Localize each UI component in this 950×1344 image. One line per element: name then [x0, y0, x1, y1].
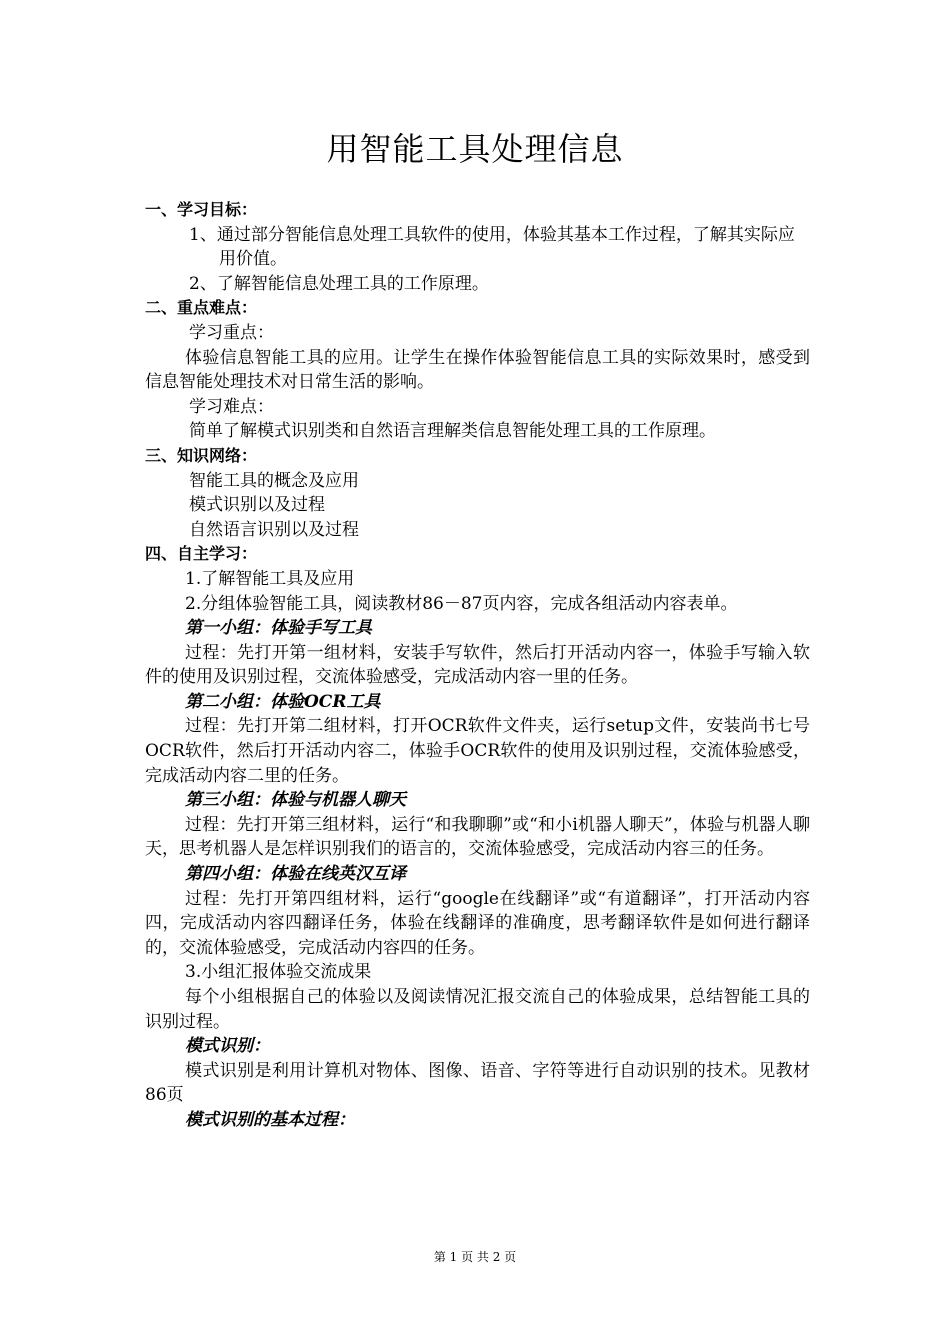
group-1-title: 第一小组：体验手写工具 [185, 618, 372, 639]
study-step-2: 2.分组体验智能工具，阅读教材86－87页内容，完成各组活动内容表单。 [185, 593, 738, 614]
difficulty-label: 学习难点： [189, 396, 274, 417]
pattern-recognition-title: 模式识别： [185, 1036, 270, 1057]
section-heading-self-study: 四、自主学习： [145, 544, 258, 564]
key-point-label: 学习重点： [189, 322, 274, 343]
group-3-title: 第三小组：体验与机器人聊天 [185, 790, 406, 811]
document-body [145, 198, 810, 1133]
study-step-1: 1.了解智能工具及应用 [185, 568, 355, 589]
section-heading-key-points: 二、重点难点： [145, 298, 258, 318]
key-point-text: 体验信息智能工具的应用。让学生在操作体验智能信息工具的实际效果时，感受到信息智能处理技术对日常生活的影响。 [145, 347, 810, 393]
group-4-title: 第四小组：体验在线英汉互译 [185, 864, 406, 885]
knowledge-item: 自然语言识别以及过程 [189, 519, 359, 540]
group-2-text: 过程：先打开第二组材料，打开OCR软件文件夹，运行setup文件，安装尚书七号OCR软件，然后打开活动内容二，体验手OCR软件的使用及识别过程，交流体验感受，完成活动内容二里的任务。 [145, 716, 810, 786]
goal-item-1: 1、通过部分智能信息处理工具软件的使用，体验其基本工作过程，了解其实际应用价值。 [189, 224, 795, 270]
group-2-title: 第二小组：体验OCR工具 [185, 691, 381, 712]
group-4-text: 过程：先打开第四组材料，运行“google在线翻译”或“有道翻译”，打开活动内容四，完成活动内容四翻译任务，体验在线翻译的准确度，思考翻译软件是如何进行翻译的，交流体验感受，完成活动内容四的任务。 [145, 888, 810, 958]
document-title: 用智能工具处理信息 [326, 130, 624, 168]
section-heading-goals: 一、学习目标： [145, 200, 258, 219]
page-footer: 第 1 页 共 2 页 [433, 1250, 517, 1264]
group-3-text: 过程：先打开第三组材料，运行“和我聊聊”或“和小i机器人聊天”，体验与机器人聊天，思考机器人是怎样识别我们的语言的，交流体验感受，完成活动内容三的任务。 [145, 814, 810, 860]
section-heading-knowledge: 三、知识网络： [145, 445, 258, 465]
pattern-recognition-process-title: 模式识别的基本过程： [185, 1109, 355, 1130]
pattern-recognition-text: 模式识别是利用计算机对物体、图像、语音、字符等进行自动识别的技术。见教材86页 [145, 1060, 810, 1106]
group-1-text: 过程：先打开第一组材料，安装手写软件，然后打开活动内容一，体验手写输入软件的使用及识别过程，交流体验感受，完成活动内容一里的任务。 [145, 642, 810, 688]
knowledge-item: 模式识别以及过程 [189, 495, 325, 516]
difficulty-text: 简单了解模式识别类和自然语言理解类信息智能处理工具的工作原理。 [189, 421, 716, 442]
study-step-3: 3.小组汇报体验交流成果 [185, 962, 372, 983]
study-step-3-text: 每个小组根据自己的体验以及阅读情况汇报交流自己的体验成果，总结智能工具的识别过程。 [145, 987, 810, 1032]
goal-item-2: 2、了解智能信息处理工具的工作原理。 [189, 273, 489, 294]
knowledge-item: 智能工具的概念及应用 [189, 470, 359, 491]
